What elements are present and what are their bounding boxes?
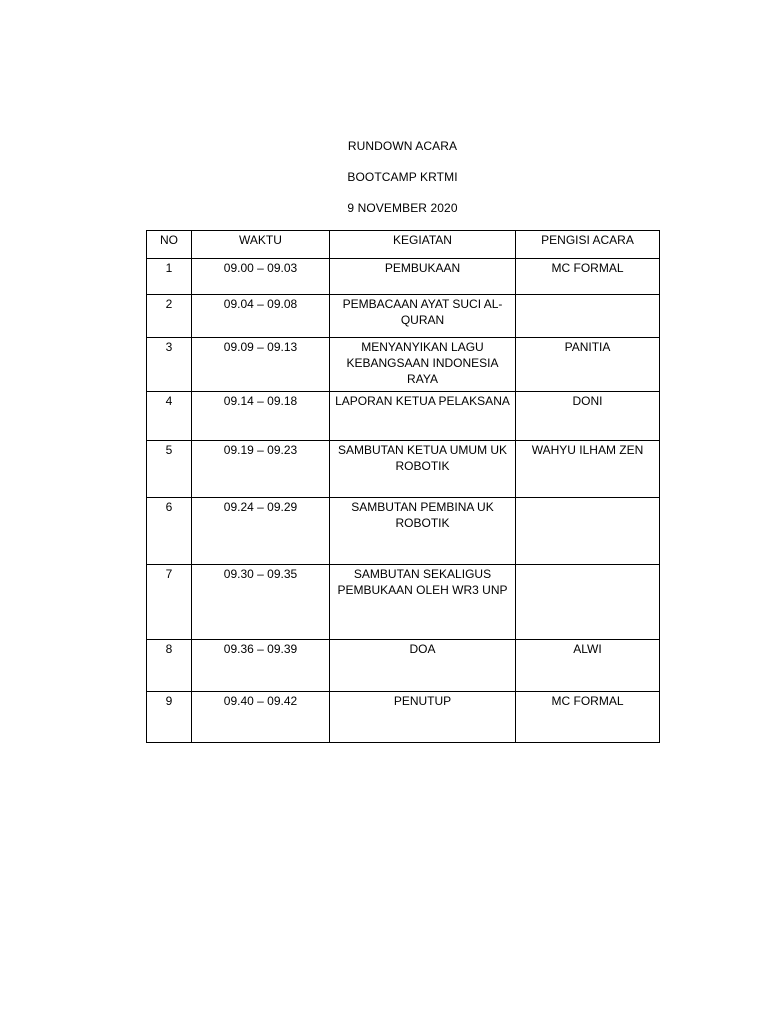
document-title: RUNDOWN ACARA xyxy=(347,139,458,153)
cell-no: 3 xyxy=(147,338,192,392)
cell-waktu: 09.24 – 09.29 xyxy=(192,498,330,565)
header-no: NO xyxy=(147,231,192,259)
cell-no: 9 xyxy=(147,692,192,743)
cell-kegiatan: DOA xyxy=(330,640,516,692)
cell-kegiatan: PEMBACAAN AYAT SUCI AL-QURAN xyxy=(330,295,516,338)
cell-pengisi-acara xyxy=(516,295,660,338)
cell-waktu: 09.36 – 09.39 xyxy=(192,640,330,692)
cell-no: 6 xyxy=(147,498,192,565)
table-row xyxy=(147,392,660,441)
table-row xyxy=(147,259,660,295)
cell-no: 4 xyxy=(147,392,192,441)
cell-waktu: 09.14 – 09.18 xyxy=(192,392,330,441)
cell-kegiatan: PEMBUKAAN xyxy=(330,259,516,295)
cell-kegiatan: LAPORAN KETUA PELAKSANA xyxy=(330,392,516,441)
cell-waktu: 09.04 – 09.08 xyxy=(192,295,330,338)
table-row xyxy=(147,692,660,743)
table-row xyxy=(147,565,660,640)
cell-pengisi-acara: DONI xyxy=(516,392,660,441)
cell-no: 7 xyxy=(147,565,192,640)
cell-waktu: 09.00 – 09.03 xyxy=(192,259,330,295)
cell-kegiatan: SAMBUTAN SEKALIGUS PEMBUKAAN OLEH WR3 UNP xyxy=(330,565,516,640)
cell-no: 5 xyxy=(147,441,192,498)
cell-no: 8 xyxy=(147,640,192,692)
table-row xyxy=(147,295,660,338)
cell-waktu: 09.19 – 09.23 xyxy=(192,441,330,498)
cell-no: 2 xyxy=(147,295,192,338)
header-waktu: WAKTU xyxy=(192,231,330,259)
cell-pengisi-acara: ALWI xyxy=(516,640,660,692)
cell-pengisi-acara: MC FORMAL xyxy=(516,259,660,295)
event-date: 9 NOVEMBER 2020 xyxy=(347,201,458,215)
cell-pengisi-acara xyxy=(516,565,660,640)
cell-pengisi-acara: WAHYU ILHAM ZEN xyxy=(516,441,660,498)
cell-no: 1 xyxy=(147,259,192,295)
header-pengisi-acara: PENGISI ACARA xyxy=(516,231,660,259)
cell-pengisi-acara xyxy=(516,498,660,565)
cell-kegiatan: PENUTUP xyxy=(330,692,516,743)
table-row xyxy=(147,338,660,392)
cell-pengisi-acara: PANITIA xyxy=(516,338,660,392)
header-kegiatan: KEGIATAN xyxy=(330,231,516,259)
event-name: BOOTCAMP KRTMI xyxy=(347,170,458,184)
cell-waktu: 09.30 – 09.35 xyxy=(192,565,330,640)
rundown-table xyxy=(146,230,660,743)
cell-waktu: 09.09 – 09.13 xyxy=(192,338,330,392)
cell-pengisi-acara: MC FORMAL xyxy=(516,692,660,743)
cell-kegiatan: SAMBUTAN PEMBINA UK ROBOTIK xyxy=(330,498,516,565)
table-header-row xyxy=(147,231,660,259)
cell-kegiatan: SAMBUTAN KETUA UMUM UK ROBOTIK xyxy=(330,441,516,498)
table-row xyxy=(147,640,660,692)
table-row xyxy=(147,498,660,565)
cell-waktu: 09.40 – 09.42 xyxy=(192,692,330,743)
cell-kegiatan: MENYANYIKAN LAGU KEBANGSAAN INDONESIA RAYA xyxy=(330,338,516,392)
table-row xyxy=(147,441,660,498)
